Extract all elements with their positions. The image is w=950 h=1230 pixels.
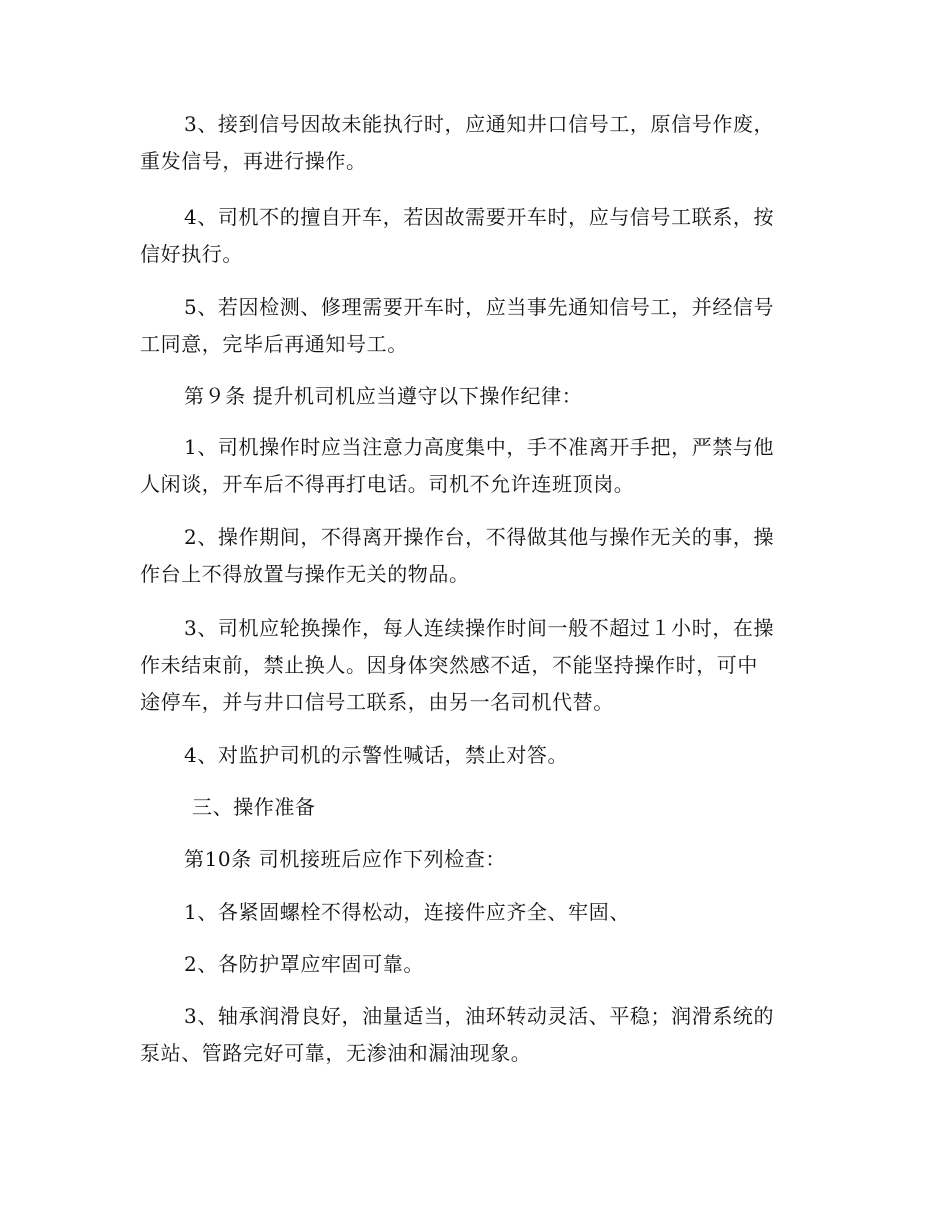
paragraph-monitor-warning	[140, 737, 810, 774]
paragraph-inspection-repair	[140, 289, 810, 363]
text-line: 4、对监护司机的示警性喊话，禁止对答。	[184, 743, 569, 767]
text-line: 途停车，并与井口信号工联系，由另一名司机代替。	[140, 690, 614, 714]
text-line: 三、操作准备	[192, 795, 316, 819]
text-line: 1、各紧固螺栓不得松动，连接件应齐全、牢固、	[184, 900, 630, 924]
text-line: 第９条 提升机司机应当遵守以下操作纪律：	[184, 384, 583, 408]
article-10-heading	[140, 841, 810, 878]
text-line: 4、司机不的擅自开车，若因故需要开车时，应与信号工联系，按	[184, 205, 775, 229]
text-line: 第10条 司机接班后应作下列检查：	[184, 847, 507, 871]
text-line: 2、各防护罩应牢固可靠。	[184, 952, 424, 976]
paragraph-no-unauthorized-start	[140, 199, 810, 273]
article-9-heading	[140, 378, 810, 415]
text-line: 作未结束前，禁止换人。因身体突然感不适，不能坚持操作时，可中	[140, 653, 758, 677]
text-line: 3、接到信号因故未能执行时，应通知井口信号工，原信号作废，	[184, 112, 775, 136]
paragraph-attention	[140, 429, 810, 503]
text-line: 人闲谈，开车后不得再打电话。司机不允许连班顶岗。	[140, 472, 635, 496]
text-line: 信好执行。	[140, 242, 243, 266]
text-line: 泵站、管路完好可靠，无渗油和漏油现象。	[140, 1041, 532, 1065]
paragraph-signal-void	[140, 106, 810, 180]
text-line: 2、操作期间，不得离开操作台，不得做其他与操作无关的事，操	[184, 525, 775, 549]
text-line: 作台上不得放置与操作无关的物品。	[140, 562, 470, 586]
text-line: 工同意，完毕后再通知号工。	[140, 332, 408, 356]
paragraph-guards	[140, 946, 810, 983]
text-line: 1、司机操作时应当注意力高度集中，手不准离开手把，严禁与他	[184, 435, 775, 459]
text-line: 重发信号，再进行操作。	[140, 149, 367, 173]
paragraph-bolts	[140, 894, 810, 931]
text-line: 5、若因检测、修理需要开车时，应当事先通知信号工，并经信号	[184, 295, 775, 319]
paragraph-bearing-lubrication	[140, 998, 810, 1072]
section-heading-operation-prep	[140, 789, 810, 826]
paragraph-rotation	[140, 610, 810, 721]
text-line: 3、轴承润滑良好，油量适当，油环转动灵活、平稳；润滑系统的	[184, 1004, 775, 1028]
text-line: 3、司机应轮换操作，每人连续操作时间一般不超过１小时，在操	[184, 616, 775, 640]
paragraph-operation-period	[140, 519, 810, 593]
